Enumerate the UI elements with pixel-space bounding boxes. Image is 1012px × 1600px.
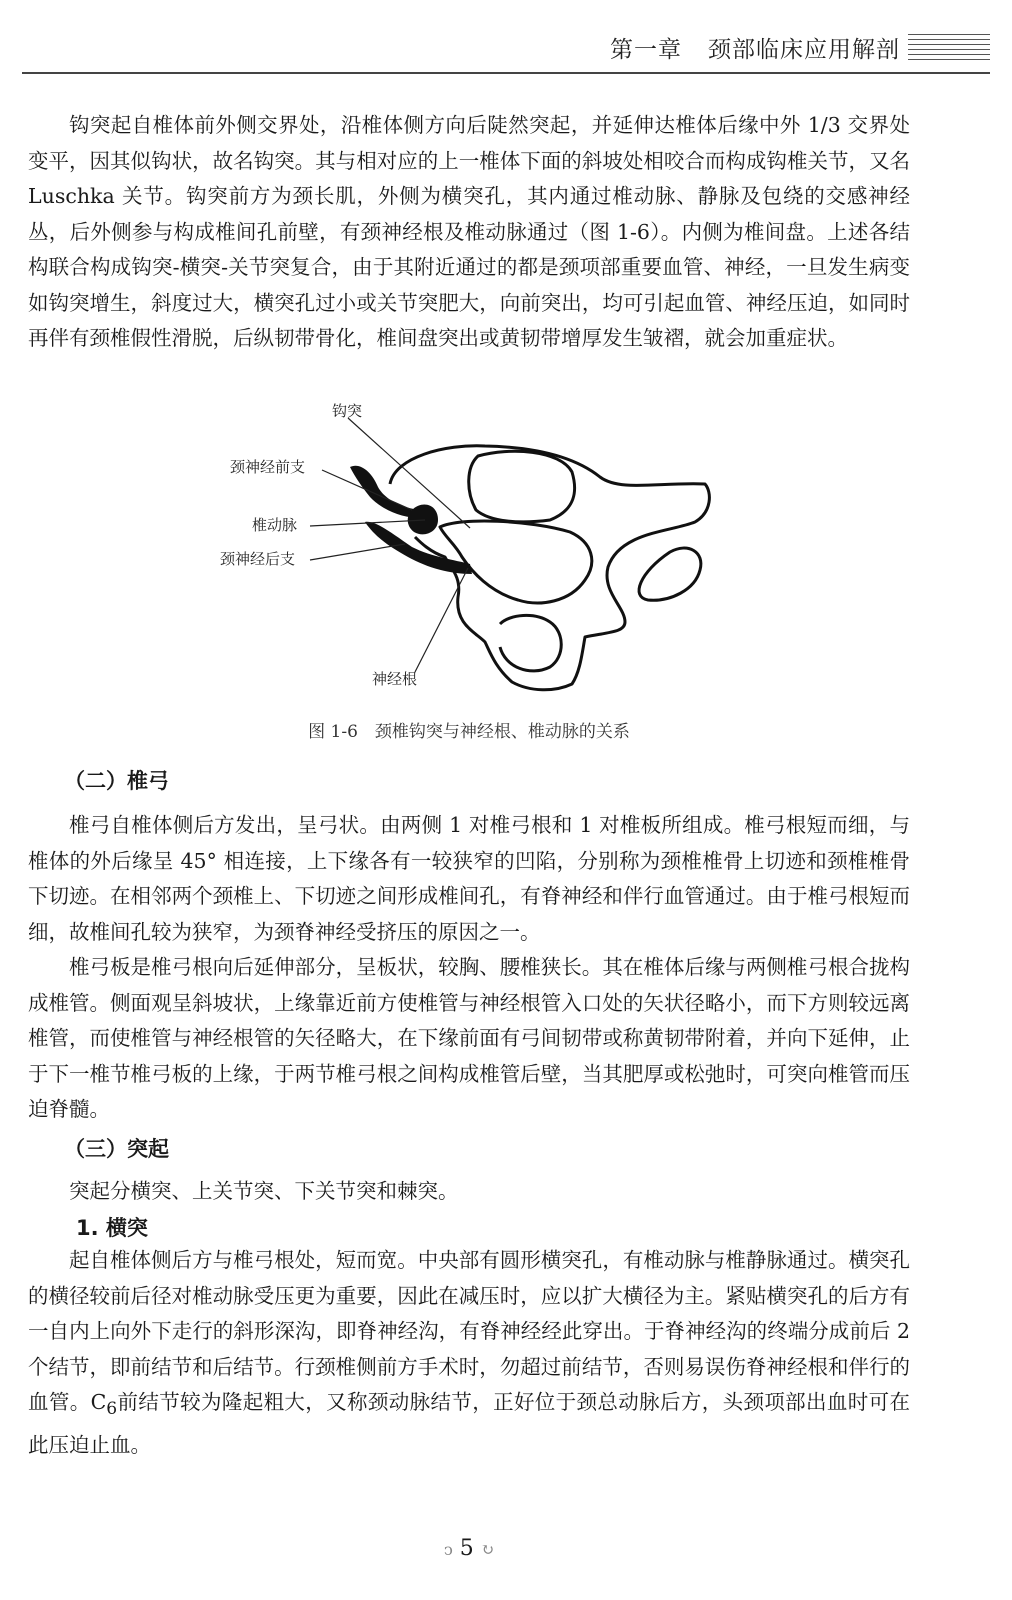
running-header <box>610 22 990 72</box>
label-nerve-root: 神经根 <box>372 670 418 688</box>
header-rule <box>22 72 990 74</box>
label-artery: 椎动脉 <box>252 516 298 534</box>
leader-posterior <box>310 544 405 560</box>
figure-caption: 图 1-6 颈椎钩突与神经根、椎动脉的关系 <box>308 722 630 742</box>
page-number: 5 <box>459 1536 474 1561</box>
paragraph-process: 突起分横突、上关节突、下关节突和棘突。 <box>69 1179 459 1203</box>
label-uncinate: 钩突 <box>332 402 363 420</box>
section-heading-process: （三）突起 <box>64 1137 169 1161</box>
page-number-footer <box>0 1536 938 1561</box>
transverse-text-1: 起自椎体侧后方与椎弓根处，短而宽。中央部有圆形横突孔，有椎动脉与椎静脉通过。横突孔的横径较前后径对椎动脉受压更为重要，因此在减压时，应以扩大横径为主。紧贴横突孔的后方有一自内上向外下走行的斜形深沟，即脊神经沟，有脊神经经此穿出。于脊神经沟的终端分成前后 2 个结节，即前结节和后结节。行颈椎侧前方手术时，勿超过前结节，否则易误伤脊神经根和伴行的血管。 <box>28 1248 910 1414</box>
chapter-number: 第一章 <box>610 36 682 63</box>
figure-1-6 <box>200 392 760 702</box>
vertebral-foramen <box>440 521 592 603</box>
chapter-title: 颈部临床应用解剖 <box>708 36 900 63</box>
vertebral-body <box>469 451 575 522</box>
spinous-process <box>500 615 561 670</box>
subsection-heading-transverse: 1. 横突 <box>76 1216 148 1240</box>
c6-symbol: C <box>90 1390 107 1414</box>
paragraph-uncinate: 钩突起自椎体前外侧交界处，沿椎体侧方向后陡然突起，并延伸达椎体后缘中外 1/3 交界处变平，因其似钩状，故名钩突。其与相对应的上一椎体下面的斜坡处相咬合而构成钩椎关节，又名 Luschka 关节。钩突前方为颈长肌，外侧为横突孔，其内通过椎动脉、静脉及包绕的交感神经丛，后外侧参与构成椎间孔前壁，有颈神经根及椎动脉通过（图 1-6）。内侧为椎间盘。上述各结构联合构成钩突-横突-关节突复合，由于其附近通过的都是颈项部重要血管、神经，一旦发生病变如钩突增生，斜度过大，横突孔过小或关节突肥大，向前突出，均可引起血管、神经压迫，如同时再伴有颈椎假性滑脱，后纵韧带骨化，椎间盘突出或黄韧带增厚发生皱褶，就会加重症状。 <box>28 113 910 350</box>
right-ornament-icon: ↻ <box>480 1540 495 1559</box>
paragraph-arch: 椎弓自椎体侧后方发出，呈弓状。由两侧 1 对椎弓根和 1 对椎板所组成。椎弓根短而细，与椎体的外后缘呈 45° 相连接，上下缘各有一较狭窄的凹陷，分别称为颈椎椎骨上切迹和颈椎椎骨下切迹。在相邻两个颈椎上、下切迹之间形成椎间孔，有脊神经和伴行血管通过。由于椎弓根短而细，故椎间孔较为狭窄，为颈脊神经受挤压的原因之一。 <box>28 813 910 944</box>
c6-subscript: 6 <box>106 1399 118 1420</box>
paragraph-transverse <box>28 1243 910 1463</box>
section-heading-arch: （二）椎弓 <box>64 769 169 793</box>
paragraph-lamina: 椎弓板是椎弓根向后延伸部分，呈板状，较胸、腰椎狭长。其在椎体后缘与两侧椎弓根合拢构成椎管。侧面观呈斜坡状，上缘靠近前方使椎管与神经根管入口处的矢状径略小，而下方则较远离椎管，而使椎管与神经根管的矢径略大，在下缘前面有弓间韧带或称黄韧带附着，并向下延伸，止于下一椎节椎弓板的上缘，于两节椎弓根之间构成椎管后壁，当其肥厚或松弛时，可突向椎管而压迫脊髓。 <box>28 955 910 1121</box>
leader-root <box>415 568 468 672</box>
label-anterior-branch: 颈神经前支 <box>230 458 306 476</box>
left-ornament-icon: ↄ <box>443 1540 453 1559</box>
transverse-foramen <box>639 548 701 600</box>
transverse-text-2: 前结节较为隆起粗大，又称颈动脉结节，正好位于颈总动脉后方，头颈项部出血时可在此压迫止血。 <box>28 1390 910 1457</box>
label-posterior-branch: 颈神经后支 <box>220 550 296 568</box>
header-decoration <box>908 34 990 60</box>
